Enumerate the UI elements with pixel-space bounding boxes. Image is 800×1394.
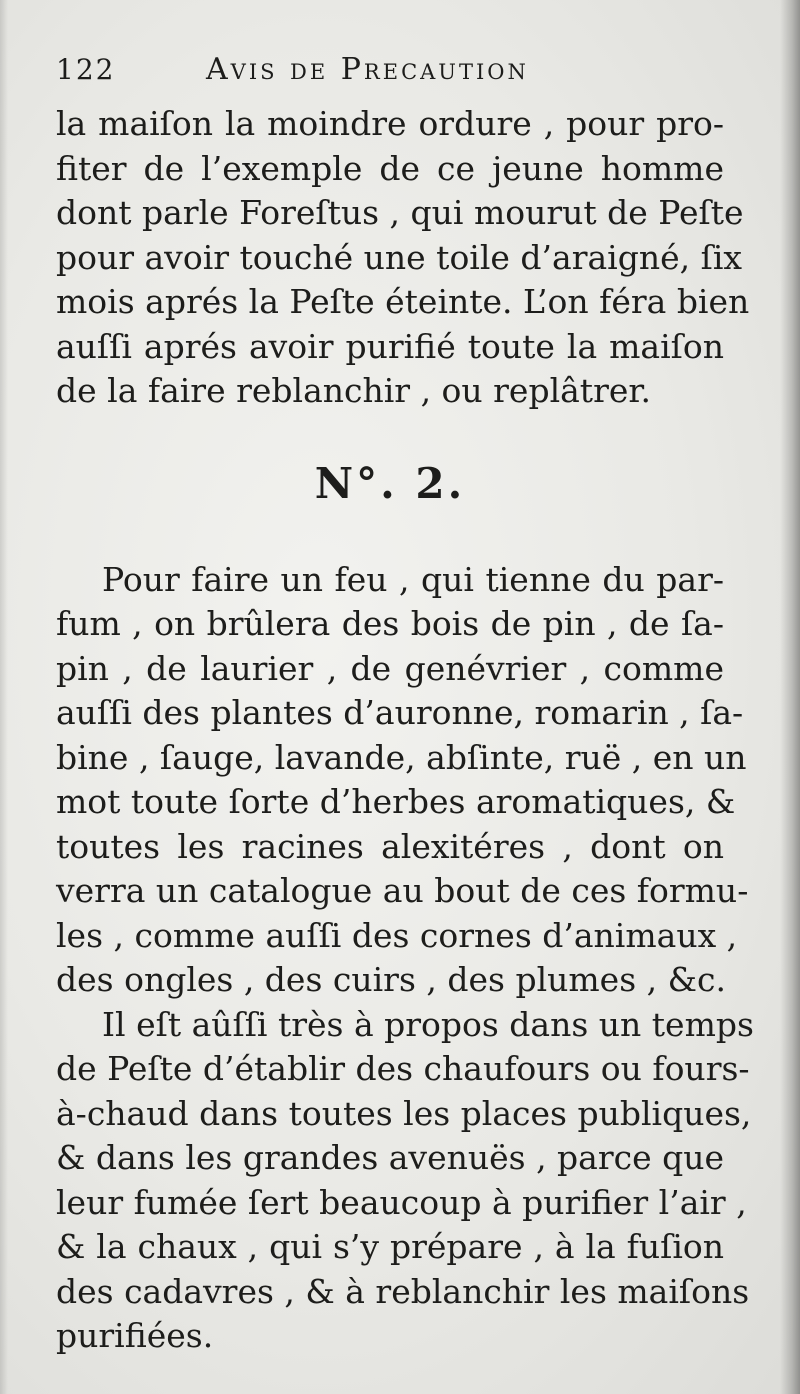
text-line: auſſi des plantes d’auronne, romarin , ſa- [56,693,744,732]
text-line: auſſi aprés avoir purifié toute la maiſon [56,326,724,366]
text-line: fiter de l’exemple de ce jeune homme [56,148,724,188]
text-line: mois aprés la Peſte éteinte. L’on féra bien [56,282,750,321]
text-line: des cadavres , & à reblanchir les maiſons [56,1271,750,1311]
text-line: verra un catalogue au bout de ces formu- [56,871,749,910]
paragraph-fire-perfume [56,558,749,1003]
page-header [56,52,724,102]
paragraph-continued [56,102,750,414]
text-line: leur fumée ſert beaucoup à purifier l’air , [56,1182,747,1222]
text-line: de Peſte d’établir des chaufours ou fours- [56,1049,750,1088]
text-line: la maiſon la moindre ordure , pour pro- [56,104,724,143]
page-gutter-shadow [780,0,800,1394]
text-line: & la chaux , qui s’y prépare , à la fuſion [56,1227,724,1266]
text-line: & dans les grandes avenuës , parce que [56,1138,725,1177]
text-line: de la faire reblanchir , ou replâtrer. [56,371,652,410]
page-number: 122 [56,53,116,86]
text-line: Il eſt aûſſi très à propos dans un temps [102,1004,754,1044]
text-line: Pour faire un feu , qui tienne du par- [102,559,724,599]
text-line: pour avoir touché une toile d’araigné, ſix [56,237,742,277]
text-line: les , comme auſſi des cornes d’animaux , [56,915,738,955]
text-line: toutes les racines alexitéres , dont on [56,826,724,866]
paragraph-lime-kilns [56,1003,754,1359]
page-left-shadow [0,0,8,1394]
text-line: mot toute ſorte d’herbes aromatiques, & [56,782,736,821]
text-line: fum , on brûlera des bois de pin , de ſa- [56,604,724,643]
page-text [56,52,754,1359]
section-heading: N°. 2. [314,458,466,508]
text-line: des ongles , des cuirs , des plumes , &c. [56,960,726,999]
text-line: pin , de laurier , de genévrier , comme [56,648,724,688]
text-line: bine , ſauge, lavande, abſinte, ruë , en un [56,737,747,777]
text-line: dont parle Foreſtus , qui mourut de Peſte [56,193,744,232]
text-line: à-chaud dans toutes les places publiques, [56,1093,752,1133]
text-line: purifiées. [56,1316,214,1355]
running-head: Avis de Precaution [206,52,529,87]
